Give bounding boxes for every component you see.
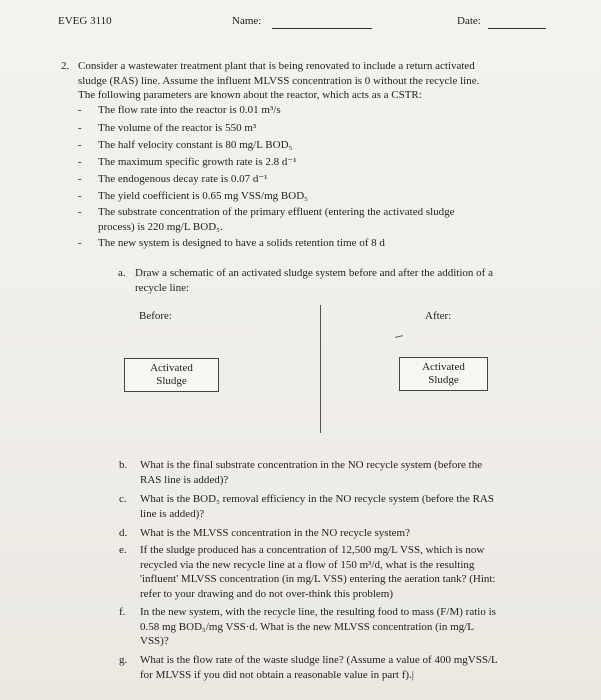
question-line: What is the flow rate of the waste sludge line? (Assume a value of 400 mgVSS/L: [140, 654, 498, 666]
question-line: 0.58 mg BOD₅/mg VSS·d. What is the new MLVSS concentration (in mg/L: [140, 620, 474, 633]
bullet-dash: -: [78, 104, 82, 116]
bullet-text: The half velocity constant is 80 mg/L BOD₅: [98, 139, 293, 151]
bullet-dash: -: [78, 237, 82, 249]
pen-mark: [395, 335, 403, 338]
question-text: [140, 492, 550, 521]
question-line: VSS)?: [140, 635, 169, 647]
question-line: RAS line is added)?: [140, 473, 229, 486]
question-label: e.: [119, 544, 127, 556]
bullet-dash: -: [78, 139, 82, 151]
part-a-text: [135, 266, 555, 295]
question-text: [140, 526, 550, 541]
bullet-dash: -: [78, 156, 82, 168]
problem-intro: [78, 59, 598, 103]
question-line: What is the BOD₅ removal efficiency in the NO recycle system (before the RAS: [140, 493, 494, 505]
bullet-text: The substrate concentration of the primary effluent (entering the activated sludge: [98, 206, 455, 218]
name-blank: [272, 28, 372, 29]
question-label: b.: [119, 459, 128, 471]
name-field: [232, 14, 372, 29]
bullet-dash: -: [78, 190, 82, 202]
question-label: g.: [119, 654, 128, 666]
bullet-text: process) is 220 mg/L BOD₅.: [98, 221, 223, 233]
question-label: f.: [119, 606, 126, 618]
question-label: d.: [119, 527, 128, 539]
date-blank: [488, 28, 546, 29]
date-field: [457, 14, 546, 29]
bullet-text: The new system is designed to have a solids retention time of 8 d: [98, 237, 385, 249]
question-label: c.: [119, 493, 127, 505]
question-line: 'influent' MLVSS concentration (in mg/L VSS) entering the aeration tank? (Hint:: [140, 573, 496, 585]
question-text: [140, 458, 550, 487]
after-label: After:: [425, 310, 452, 322]
activated-sludge-box-after: [399, 357, 488, 391]
bullet-dash: -: [78, 173, 82, 185]
before-label: Before:: [139, 310, 172, 322]
bullet-text: The flow rate into the reactor is 0.01 m³/s: [98, 104, 281, 116]
part-a-label: a.: [118, 267, 126, 279]
question-line: refer to your drawing and do not over-think this problem): [140, 587, 394, 600]
part-a-line: Draw a schematic of an activated sludge system before and after the addition of a: [135, 267, 493, 279]
bullet-text: The maximum specific growth rate is 2.8 d⁻¹: [98, 156, 297, 168]
divider-line: [320, 305, 321, 433]
question-text: [140, 543, 550, 601]
question-line: In the new system, with the recycle line, the resulting food to mass (F/M) ratio is: [140, 606, 496, 618]
course-code: EVEG 3110: [58, 15, 112, 27]
box-label-line: Sludge: [156, 375, 187, 387]
bullet-text: The yield coefficient is 0.65 mg VSS/mg BOD₅: [98, 190, 308, 202]
question-line: recycled via the new recycle line at a flow of 150 m³/d, what is the resulting: [140, 558, 475, 571]
date-label: Date:: [457, 15, 481, 27]
bullet-dash: -: [78, 122, 82, 134]
box-label-line: Activated: [422, 361, 465, 373]
bullet-text: The volume of the reactor is 550 m³: [98, 122, 257, 134]
part-a-line: recycle line:: [135, 281, 190, 294]
bullet-dash: -: [78, 206, 82, 218]
question-text: [140, 653, 550, 682]
intro-line: Consider a wastewater treatment plant that is being renovated to include a return activated: [78, 60, 475, 72]
bullet-text: The endogenous decay rate is 0.07 d⁻¹: [98, 173, 268, 185]
question-line: If the sludge produced has a concentration of 12,500 mg/L VSS, which is now: [140, 544, 485, 556]
activated-sludge-box-before: [124, 358, 219, 392]
intro-line: sludge (RAS) line. Assume the influent MLVSS concentration is 0 without the recycle line.: [78, 74, 480, 87]
problem-number: 2.: [61, 60, 70, 72]
question-line: for MLVSS if you did not obtain a reasonable value in part f).|: [140, 668, 414, 681]
box-label-line: Activated: [150, 362, 193, 374]
question-text: [140, 605, 550, 649]
question-line: What is the final substrate concentration in the NO recycle system (before the: [140, 459, 483, 471]
question-line: What is the MLVSS concentration in the NO recycle system?: [140, 527, 410, 539]
box-label-line: Sludge: [428, 374, 459, 386]
question-line: line is added)?: [140, 507, 205, 520]
name-label: Name:: [232, 15, 262, 27]
intro-line: The following parameters are known about the reactor, which acts as a CSTR:: [78, 89, 422, 101]
